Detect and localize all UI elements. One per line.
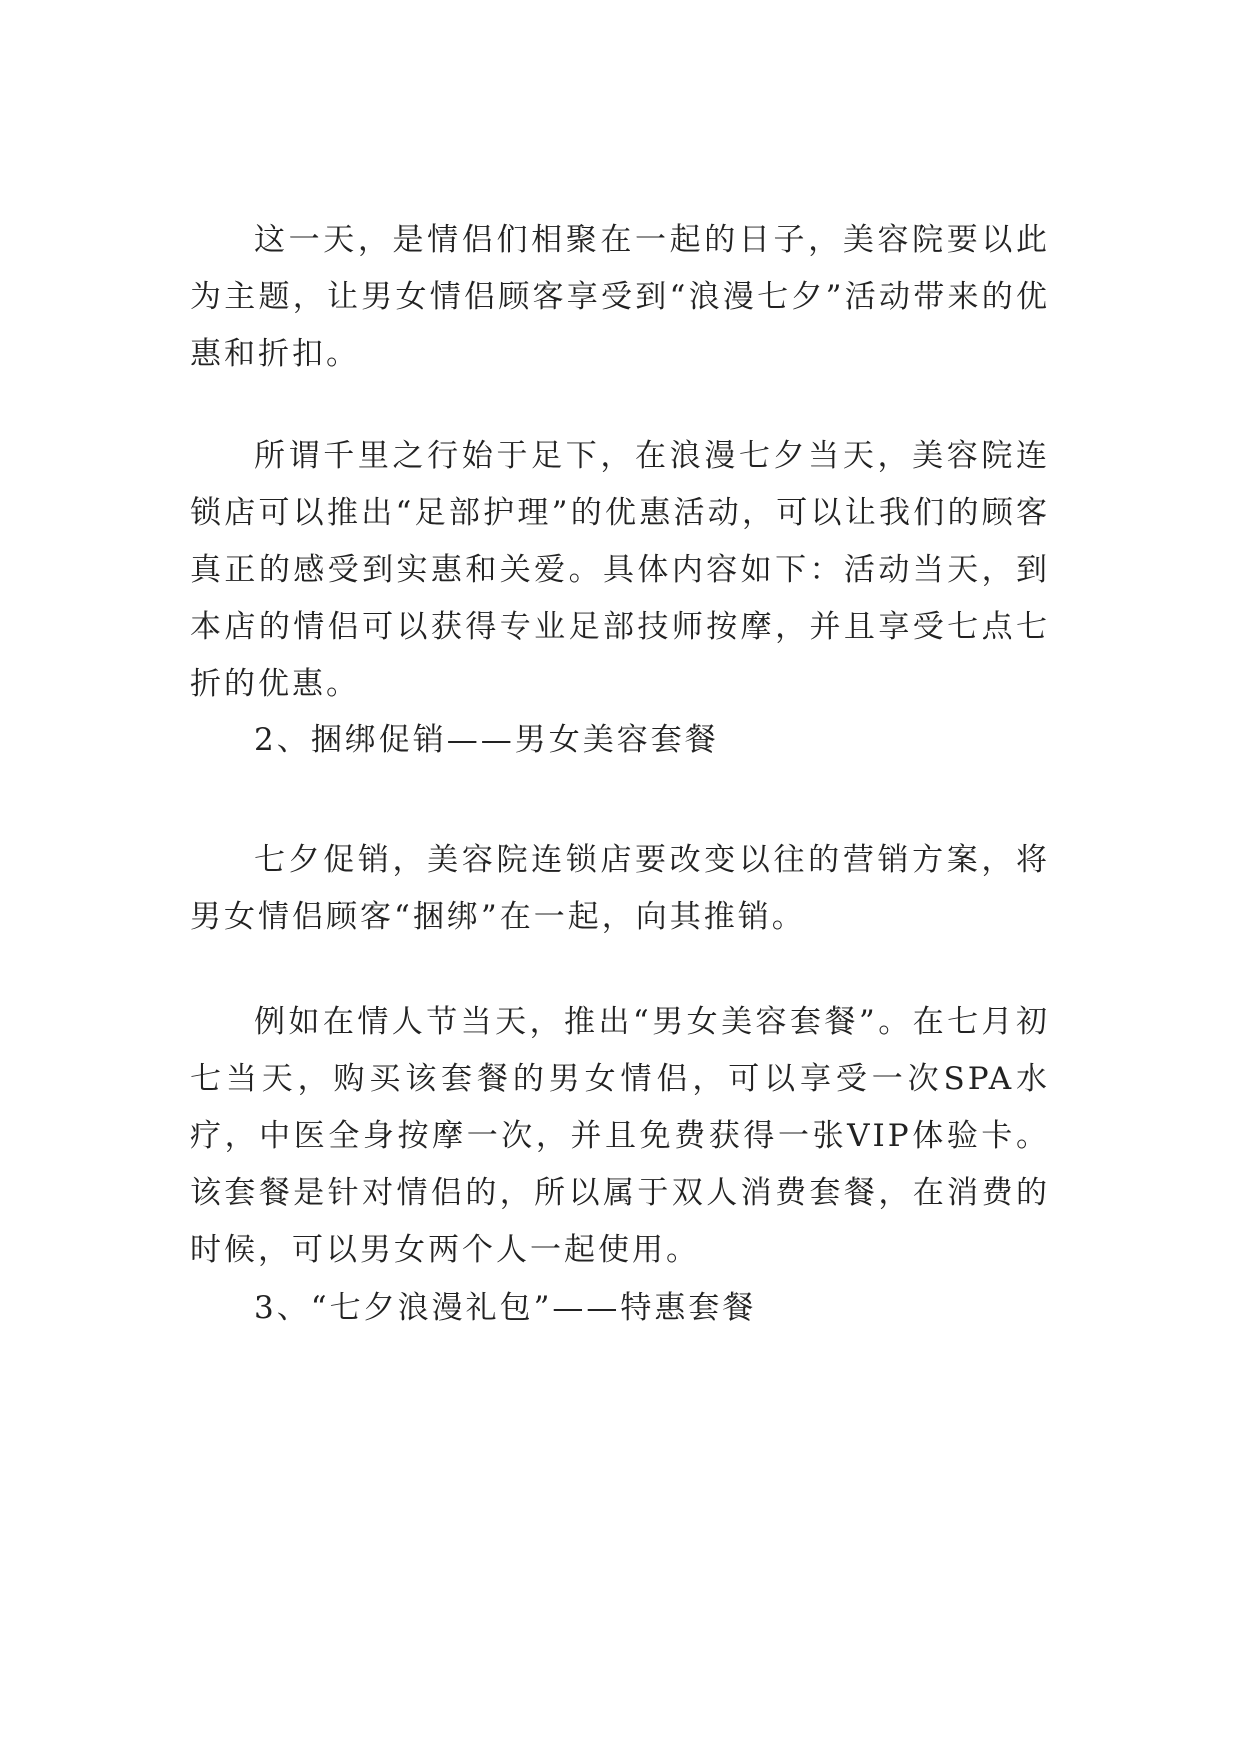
paragraph-bundle-intro: 七夕促销，美容院连锁店要改变以往的营销方案，将男女情侣顾客“捆绑”在一起，向其推销。	[190, 842, 1050, 935]
paragraph-couple-package: 例如在情人节当天，推出“男女美容套餐”。在七月初七当天，购买该套餐的男女情侣，可以享受一次SPA水疗，中医全身按摩一次，并且免费获得一张VIP体验卡。该套餐是针对情侣的，所以属于双人消费套餐，在消费的时候，可以男女两个人一起使用。	[190, 1004, 1050, 1268]
section-heading-bundle-promotion: 2、捆绑促销——男女美容套餐	[254, 722, 719, 758]
section-heading-gift-package: 3、“七夕浪漫礼包”——特惠套餐	[254, 1290, 757, 1326]
paragraph-foot-care: 所谓千里之行始于足下，在浪漫七夕当天，美容院连锁店可以推出“足部护理”的优惠活动，可以让我们的顾客真正的感受到实惠和关爱。具体内容如下：活动当天，到本店的情侣可以获得专业足部技师按摩，并且享受七点七折的优惠。	[190, 438, 1050, 702]
paragraph-intro: 这一天，是情侣们相聚在一起的日子，美容院要以此为主题，让男女情侣顾客享受到“浪漫七夕”活动带来的优惠和折扣。	[190, 222, 1050, 372]
